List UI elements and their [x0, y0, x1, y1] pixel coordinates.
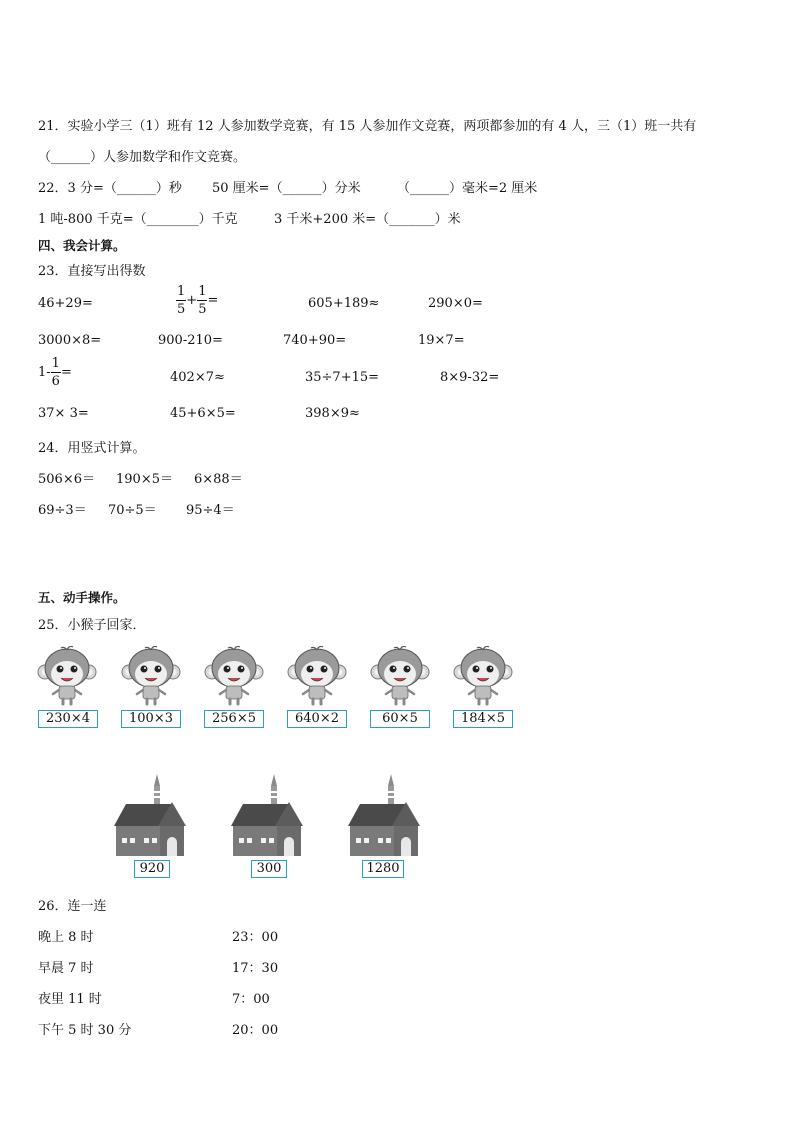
monkey-icon	[370, 646, 432, 706]
monkey-label: 184×5	[453, 710, 513, 728]
q26-right-item: 23：00	[232, 930, 279, 945]
section-4-title: 四、我会计算。	[38, 238, 126, 253]
q21-line2: （______）人参加数学和作文竞赛。	[38, 150, 247, 165]
q23-expr: 740+90=	[283, 333, 347, 348]
denominator: 5	[198, 302, 207, 317]
q22-item-2: 50 厘米=（______）分米	[212, 181, 361, 196]
q23-expr: 37× 3=	[38, 406, 89, 421]
q22-item-5: 3 千米+200 米=（_______）米	[274, 212, 461, 227]
house-label: 1280	[362, 860, 404, 878]
q24-expr: 69÷3＝	[38, 503, 87, 518]
fraction	[51, 357, 61, 388]
q23-expr: 402×7≈	[170, 370, 225, 385]
q23-expr: 8×9-32=	[440, 370, 500, 385]
q26-right-item: 17：30	[232, 961, 279, 976]
q22-item-4: 1 吨-800 千克=（________）千克	[38, 212, 238, 227]
q26-right-item: 20：00	[232, 1023, 279, 1038]
numerator: 1	[198, 284, 207, 299]
q25-title: 25．小猴子回家．	[38, 618, 146, 633]
q24-expr: 95÷4＝	[186, 503, 235, 518]
monkey-icon	[37, 646, 99, 706]
section-5-title: 五、动手操作。	[38, 590, 126, 605]
q24-expr: 190×5＝	[116, 472, 173, 487]
q26-left-item: 晚上 8 时	[38, 930, 94, 945]
monkey-label: 100×3	[121, 710, 181, 728]
q23-expr: 398×9≈	[305, 406, 360, 421]
q26-left-item: 夜里 11 时	[38, 992, 102, 1007]
q24-title: 24．用竖式计算。	[38, 441, 146, 456]
monkey-label: 256×5	[204, 710, 264, 728]
monkey-icon	[453, 646, 515, 706]
house-icon	[114, 774, 188, 858]
house-icon	[348, 774, 422, 858]
monkey-label: 230×4	[38, 710, 98, 728]
q23-expr: 605+189≈	[308, 296, 380, 311]
denominator: 6	[51, 374, 60, 389]
q23-expr: 19×7=	[418, 333, 465, 348]
monkey-icon	[287, 646, 349, 706]
q23-title: 23．直接写出得数	[38, 264, 146, 279]
monkey-icon	[121, 646, 183, 706]
monkey-label: 640×2	[287, 710, 347, 728]
monkey-label: 60×5	[370, 710, 430, 728]
q24-expr: 506×6＝	[38, 472, 95, 487]
plus-sign: +	[186, 293, 198, 308]
q24-expr: 70÷5＝	[108, 503, 157, 518]
q23-expr: 45+6×5=	[170, 406, 236, 421]
q23-expr: 3000×8=	[38, 333, 102, 348]
q23-expr: 290×0=	[428, 296, 483, 311]
fraction	[176, 285, 186, 316]
q26-title: 26．连一连	[38, 899, 107, 914]
q24-expr: 6×88＝	[194, 472, 243, 487]
numerator: 1	[51, 356, 60, 371]
house-label: 920	[134, 860, 170, 878]
q22-item-3: （______）毫米=2 厘米	[397, 181, 538, 196]
q26-left-item: 早晨 7 时	[38, 961, 94, 976]
one-minus: 1-	[38, 365, 51, 380]
q26-right-item: 7：00	[232, 992, 270, 1007]
equals-sign: =	[60, 365, 72, 380]
fraction	[197, 285, 207, 316]
numerator: 1	[177, 284, 186, 299]
equals-sign: =	[207, 293, 219, 308]
q26-left-item: 下午 5 时 30 分	[38, 1023, 132, 1038]
house-icon	[231, 774, 305, 858]
q23-expr: 35÷7+15=	[305, 370, 380, 385]
q23-fraction-sub	[38, 357, 72, 388]
monkey-icon	[204, 646, 266, 706]
q23-expr: 46+29=	[38, 296, 93, 311]
q22-item-1: 22．3 分=（______）秒	[38, 181, 182, 196]
q23-expr: 900-210=	[158, 333, 223, 348]
q21-line1: 21．实验小学三（1）班有 12 人参加数学竞赛，有 15 人参加作文竞赛，两项都参加的有 4 人，三（1）班一共有	[38, 119, 697, 134]
denominator: 5	[177, 302, 186, 317]
house-label: 300	[251, 860, 287, 878]
q23-fraction-sum	[176, 285, 218, 316]
